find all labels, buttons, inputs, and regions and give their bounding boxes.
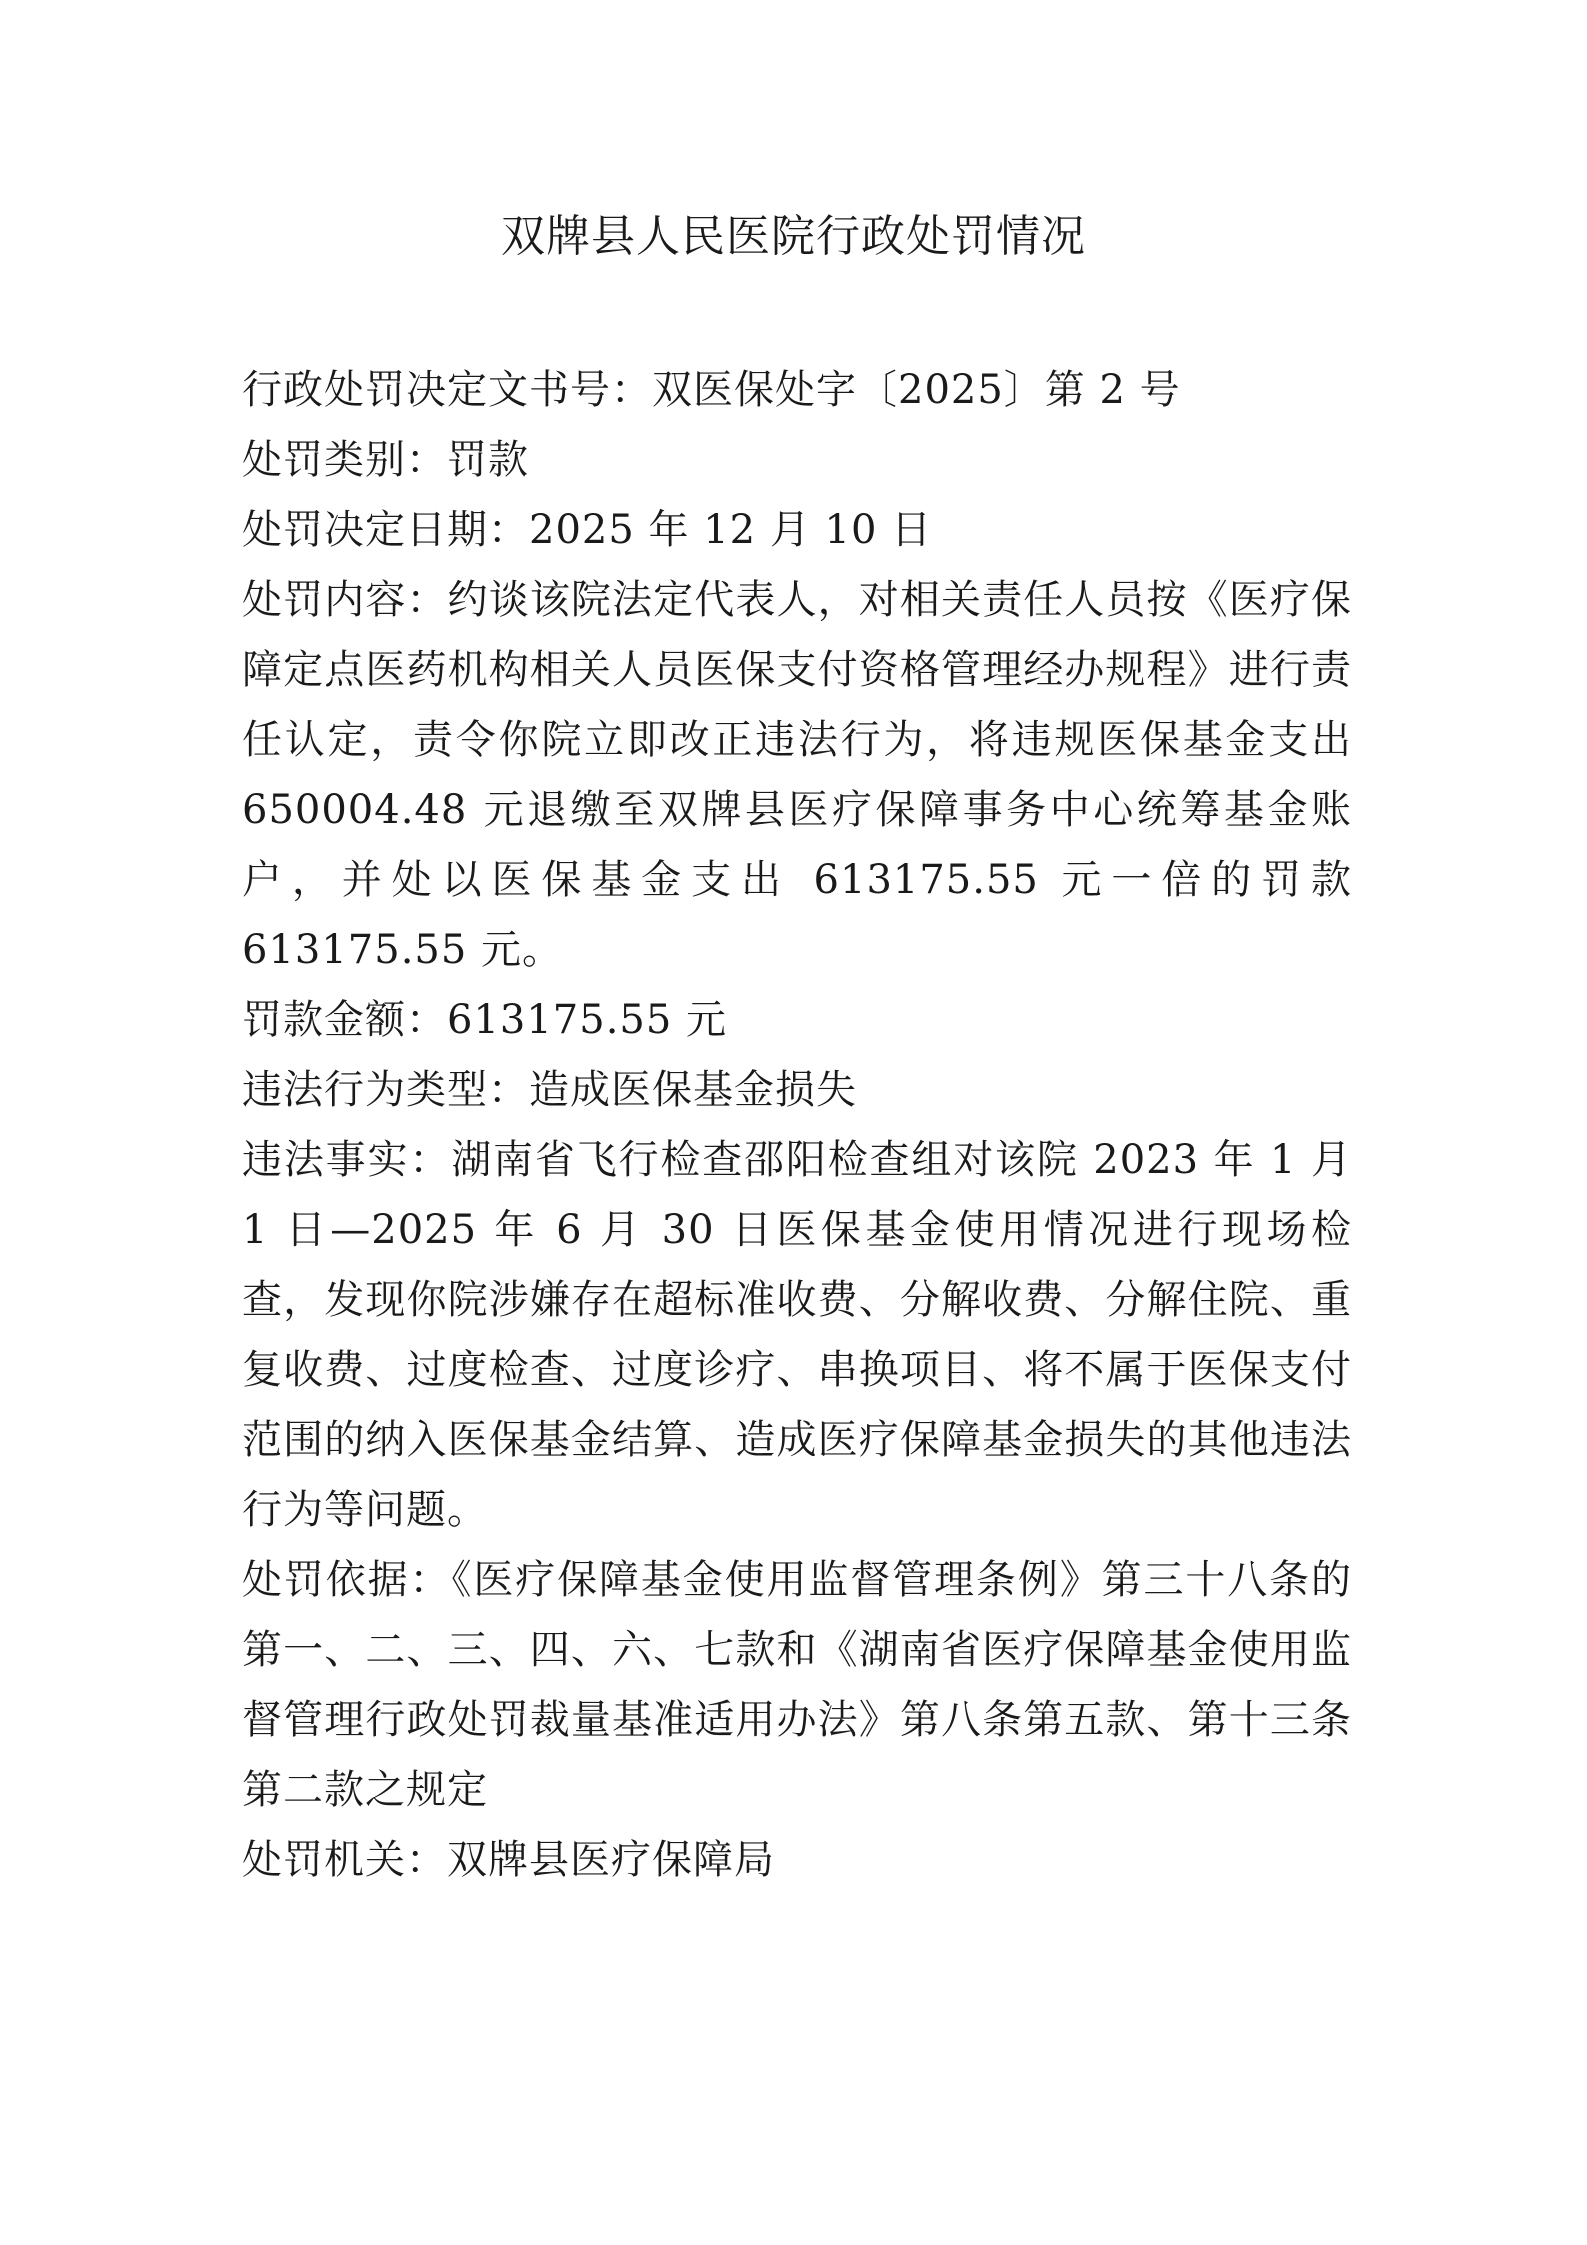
field-label: 违法行为类型： (242, 1067, 529, 1113)
field-label: 违法事实： (242, 1137, 452, 1183)
field-label: 行政处罚决定文书号： (242, 367, 652, 413)
field-violation-type (242, 1055, 1352, 1125)
field-value: 613175.55 元 (447, 997, 728, 1043)
field-label: 处罚决定日期： (242, 507, 529, 553)
field-value: 湖南省飞行检查邵阳检查组对该院 2023 年 1 月 1 日—2025 年 6 月 30 日医保基金使用情况进行现场检查，发现你院涉嫌存在超标准收费、分解收费、分解住院、重复收费、过度检查、过度诊疗、串换项目、将不属于医保支付范围的纳入医保基金结算、造成医疗保障基金损失的其他违法行为等问题。 (242, 1137, 1353, 1533)
field-label: 处罚机关： (242, 1837, 447, 1883)
field-fine-amount (242, 985, 1352, 1055)
field-label: 处罚类别： (242, 437, 447, 483)
field-decision-date (242, 495, 1352, 565)
field-value: 双医保处字〔2025〕第 2 号 (652, 367, 1181, 413)
field-value: 双牌县医疗保障局 (447, 1837, 775, 1883)
field-decision-number (242, 355, 1352, 425)
field-penalty-basis (242, 1545, 1352, 1825)
field-penalty-authority (242, 1825, 1352, 1895)
field-label: 处罚内容： (242, 577, 448, 623)
field-penalty-content (242, 565, 1352, 985)
field-violation-facts (242, 1125, 1352, 1545)
field-value: 罚款 (447, 437, 529, 483)
field-value: 约谈该院法定代表人，对相关责任人员按《医疗保障定点医药机构相关人员医保支付资格管理经办规程》进行责任认定，责令你院立即改正违法行为，将违规医保基金支出 650004.48 元退缴至双牌县医疗保障事务中心统筹基金账户，并处以医保基金支出 613175.55 元一倍的罚款 613175.55 元。 (242, 577, 1353, 973)
field-value: 造成医保基金损失 (529, 1067, 857, 1113)
field-penalty-category (242, 425, 1352, 495)
field-value: 《医疗保障基金使用监督管理条例》第三十八条的第一、二、三、四、六、七款和《湖南省医疗保障基金使用监督管理行政处罚裁量基准适用办法》第八条第五款、第十三条第二款之规定 (242, 1557, 1353, 1813)
field-label: 处罚依据： (242, 1557, 452, 1603)
document-body (242, 355, 1352, 1895)
field-value: 2025 年 12 月 10 日 (529, 507, 933, 553)
field-label: 罚款金额： (242, 997, 447, 1043)
document-title: 双牌县人民医院行政处罚情况 (501, 211, 1086, 262)
